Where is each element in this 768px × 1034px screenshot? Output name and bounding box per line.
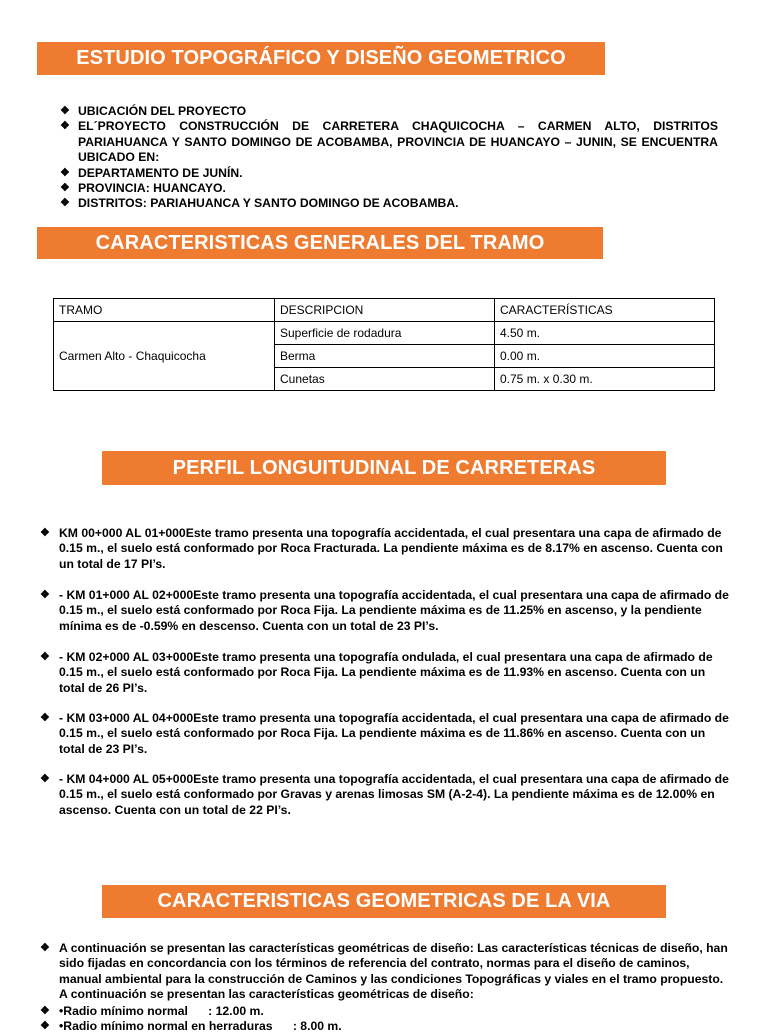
diamond-bullet-icon: ❖ <box>60 120 70 133</box>
diamond-bullet-icon: ❖ <box>40 942 50 954</box>
diamond-bullet-icon: ❖ <box>40 712 50 724</box>
table-cell: 4.50 m. <box>495 322 715 345</box>
section-title-perfil-longitudinal: PERFIL LONGUITUDINAL DE CARRETERAS <box>102 451 666 485</box>
diamond-bullet-icon: ❖ <box>40 651 50 663</box>
section-title-estudio-topografico: ESTUDIO TOPOGRÁFICO Y DISEÑO GEOMETRICO <box>37 42 605 75</box>
diamond-bullet-icon: ❖ <box>60 166 70 179</box>
list-item: ❖ EL´PROYECTO CONSTRUCCIÓN DE CARRETERA CHAQUICOCHA – CARMEN ALTO, DISTRITOS PARIAHUANCA Y SANTO DOMINGO DE ACOBAMBA, PROVINCIA DE HUANCAYO – JUNIN, SE ENCUENTRA UBICADO EN: <box>60 119 718 165</box>
table-header-row <box>54 299 715 322</box>
geometry-intro: ❖ A continuación se presentan las características geométricas de diseño: Las características técnicas de diseño, han sido fijadas en concordancia con los términos de referencia del contrato, normas para el diseño de caminos, manual ambiental para la construcción de Caminos y las condiciones Topográficas y viales en el tramo propuesto. A continuación se presentan las características geométricas de diseño: <box>40 941 728 1002</box>
table-header: CARACTERÍSTICAS <box>495 299 715 322</box>
list-item: ❖ DEPARTAMENTO DE JUNÍN. <box>60 165 243 180</box>
profile-item: ❖ - KM 02+000 AL 03+000Este tramo presenta una topografía ondulada, el cual presentara una capa de afirmado de 0.15 m., el suelo está conformado por Roca Fija. La pendiente máxima es de 11.93% en ascenso. Cuenta con un total de 26 PI’s. <box>40 650 713 695</box>
profile-item: ❖ - KM 03+000 AL 04+000Este tramo presenta una topografía accidentada, el cual presentara una capa de afirmado de 0.15 m., el suelo está conformado por Roca Fija. La pendiente máxima es de 11.86% en ascenso. Cuenta con un total de 23 PI’s. <box>40 711 729 756</box>
diamond-bullet-icon: ❖ <box>40 527 50 539</box>
diamond-bullet-icon: ❖ <box>40 1005 50 1017</box>
table-cell-tramo: Carmen Alto - Chaquicocha <box>54 322 275 391</box>
location-list <box>60 104 718 212</box>
table-row <box>54 322 715 345</box>
table-cell: Cunetas <box>275 368 495 391</box>
profile-item: ❖ - KM 01+000 AL 02+000Este tramo presenta una topografía accidentada, el cual presentara una capa de afirmado de 0.15 m., el suelo está conformado por Roca Fija. La pendiente máxima es de 11.25% en ascenso, y la pendiente mínima es de -0.59% en descenso. Cuenta con un total de 23 PI’s. <box>40 588 729 633</box>
diamond-bullet-icon: ❖ <box>40 589 50 601</box>
section-title-caracteristicas-generales: CARACTERISTICAS GENERALES DEL TRAMO <box>37 227 603 259</box>
diamond-bullet-icon: ❖ <box>60 105 70 117</box>
diamond-bullet-icon: ❖ <box>60 182 70 195</box>
list-item: ❖ PROVINCIA: HUANCAYO. <box>60 181 226 196</box>
geometry-item: ❖ •Radio mínimo normal : 12.00 m. <box>40 1004 264 1018</box>
list-item: ❖ UBICACIÓN DEL PROYECTO <box>60 104 247 118</box>
profile-item: ❖ KM 00+000 AL 01+000Este tramo presenta una topografía accidentada, el cual presentara una capa de afirmado de 0.15 m., el suelo está conformado por Roca Fracturada. La pendiente máxima es de 8.17% en ascenso. Cuenta con un total de 17 PI’s. <box>40 526 723 571</box>
table-cell: Berma <box>275 345 495 368</box>
diamond-bullet-icon: ❖ <box>40 773 50 785</box>
diamond-bullet-icon: ❖ <box>40 1020 50 1032</box>
diamond-bullet-icon: ❖ <box>60 197 70 210</box>
tramo-table <box>53 298 715 391</box>
table-header: TRAMO <box>54 299 275 322</box>
table-cell: 0.00 m. <box>495 345 715 368</box>
geometry-item: ❖ •Radio mínimo normal en herraduras : 8.00 m. <box>40 1019 342 1033</box>
table-header: DESCRIPCION <box>275 299 495 322</box>
table-cell: 0.75 m. x 0.30 m. <box>495 368 715 391</box>
profile-item: ❖ - KM 04+000 AL 05+000Este tramo presenta una topografía accidentada, el cual presentara una capa de afirmado de 0.15 m., el suelo está conformado por Gravas y arenas limosas SM (A-2-4). La pendiente máxima es de 12.00% en ascenso. Cuenta con un total de 22 PI’s. <box>40 772 729 817</box>
section-title-caracteristicas-geometricas: CARACTERISTICAS GEOMETRICAS DE LA VIA <box>102 885 666 918</box>
table-cell: Superficie de rodadura <box>275 322 495 345</box>
list-item: ❖ DISTRITOS: PARIAHUANCA Y SANTO DOMINGO DE ACOBAMBA. <box>60 196 459 211</box>
